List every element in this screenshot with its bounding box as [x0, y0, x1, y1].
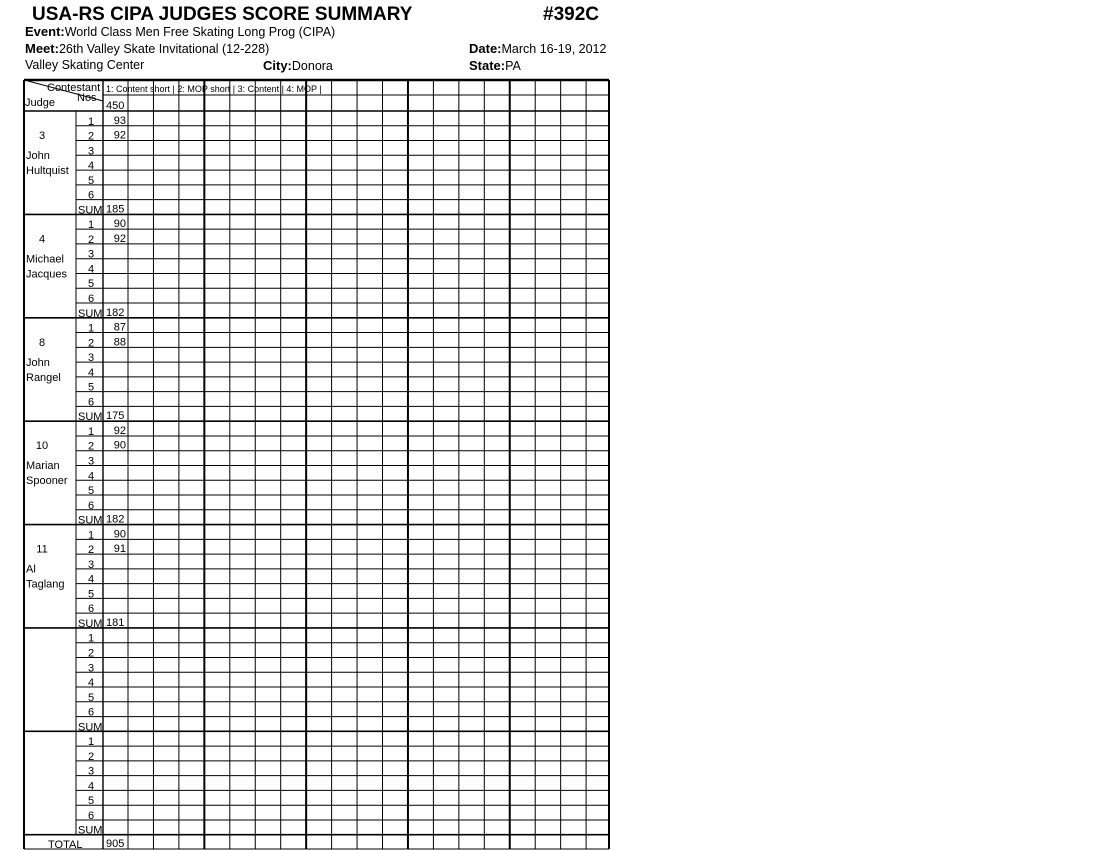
sum-label: SUM [78, 617, 103, 630]
row-number: 1 [87, 115, 95, 128]
row-number: 2 [87, 130, 95, 143]
score-cell: 92 [113, 232, 126, 245]
row-number: 6 [87, 499, 95, 512]
score-cell: 90 [113, 218, 126, 231]
row-number: 3 [87, 558, 95, 571]
judge-number: 11 [36, 543, 48, 556]
row-number: 6 [87, 293, 95, 306]
state-value: PA [505, 59, 521, 73]
sum-label: SUM [78, 307, 103, 320]
row-number: 5 [87, 588, 95, 601]
state-label: State: [469, 58, 506, 73]
row-number: 5 [87, 485, 95, 498]
judge-number: 4 [38, 233, 46, 246]
row-number: 5 [87, 381, 95, 394]
row-number: 6 [87, 603, 95, 616]
row-number: 1 [87, 322, 95, 335]
score-cell: 90 [113, 528, 126, 541]
sum-value: 185 [106, 203, 125, 216]
legend-text: 1: Content short | 2: MOP short | 3: Content | 4: MOP | [106, 84, 322, 94]
row-number: 1 [87, 529, 95, 542]
judge-first-name: Michael [26, 253, 64, 266]
corner-judge-label: Judge [25, 97, 55, 109]
judge-number: 8 [38, 336, 46, 349]
sum-label: SUM [78, 204, 103, 217]
sum-label: SUM [78, 721, 103, 734]
row-number: 1 [87, 736, 95, 749]
row-number: 2 [87, 750, 95, 763]
judge-number: 10 [35, 440, 49, 453]
event-value: World Class Men Free Skating Long Prog (CIPA) [64, 25, 336, 39]
score-cell: 91 [113, 543, 126, 556]
row-number: 1 [87, 219, 95, 232]
row-number: 6 [87, 809, 95, 822]
row-number: 3 [87, 352, 95, 365]
row-number: 4 [87, 573, 95, 586]
event-label: Event: [25, 24, 65, 39]
row-number: 5 [87, 174, 95, 187]
row-number: 2 [87, 337, 95, 350]
row-number: 6 [87, 706, 95, 719]
judge-last-name: Hultquist [26, 165, 69, 177]
corner-contestant-label: Contestant [47, 82, 101, 94]
sum-label: SUM [78, 514, 103, 527]
row-number: 5 [87, 795, 95, 808]
row-number: 6 [87, 396, 95, 409]
judge-number: 3 [38, 130, 46, 142]
sum-value: 181 [106, 616, 125, 629]
contestant-number: 450 [106, 100, 125, 112]
row-number: 1 [87, 425, 95, 438]
judge-last-name: Jacques [26, 268, 67, 281]
row-number: 4 [87, 160, 95, 173]
judge-first-name: Marian [26, 460, 60, 473]
total-label: TOTAL [48, 839, 83, 850]
corner-nos-label: Nos [77, 92, 97, 104]
meet-label: Meet: [25, 41, 59, 56]
sum-label: SUM [78, 411, 103, 424]
row-number: 3 [87, 765, 95, 778]
city-label: City: [263, 58, 292, 73]
sum-value: 182 [106, 513, 125, 526]
score-cell: 87 [113, 321, 126, 334]
row-number: 4 [87, 677, 95, 690]
venue: Valley Skating Center [25, 58, 145, 72]
total-value: 905 [106, 838, 125, 850]
judge-last-name: Rangel [26, 371, 61, 384]
report-title: USA-RS CIPA JUDGES SCORE SUMMARY [32, 4, 413, 25]
score-cell: 88 [113, 336, 126, 349]
judge-first-name: John [26, 150, 50, 162]
score-cell: 90 [113, 439, 126, 452]
date-value: March 16-19, 2012 [501, 42, 607, 56]
form-number: #392C [543, 4, 599, 25]
row-number: 4 [87, 263, 95, 276]
score-cell: 92 [113, 129, 126, 142]
row-number: 2 [87, 440, 95, 453]
row-number: 6 [87, 189, 95, 202]
judge-first-name: John [26, 356, 50, 369]
row-number: 2 [87, 544, 95, 557]
row-number: 3 [87, 662, 95, 675]
score-cell: 93 [113, 114, 126, 127]
meet-value: 26th Valley Skate Invitational (12-228) [58, 42, 270, 56]
row-number: 5 [87, 691, 95, 704]
sum-label: SUM [78, 824, 103, 837]
row-number: 3 [87, 248, 95, 261]
judge-last-name: Taglang [26, 578, 65, 591]
judge-last-name: Spooner [26, 475, 68, 488]
city-value: Donora [291, 59, 333, 73]
row-number: 3 [87, 145, 95, 158]
score-cell: 92 [113, 424, 126, 437]
row-number: 3 [87, 455, 95, 468]
row-number: 2 [87, 233, 95, 246]
row-number: 4 [87, 470, 95, 483]
row-number: 4 [87, 366, 95, 379]
row-number: 4 [87, 780, 95, 793]
row-number: 5 [87, 278, 95, 291]
date-label: Date: [469, 41, 502, 56]
sum-value: 175 [106, 410, 125, 423]
row-number: 2 [87, 647, 95, 660]
sum-value: 182 [106, 306, 125, 319]
row-number: 1 [87, 632, 95, 645]
judge-first-name: Al [26, 563, 36, 576]
